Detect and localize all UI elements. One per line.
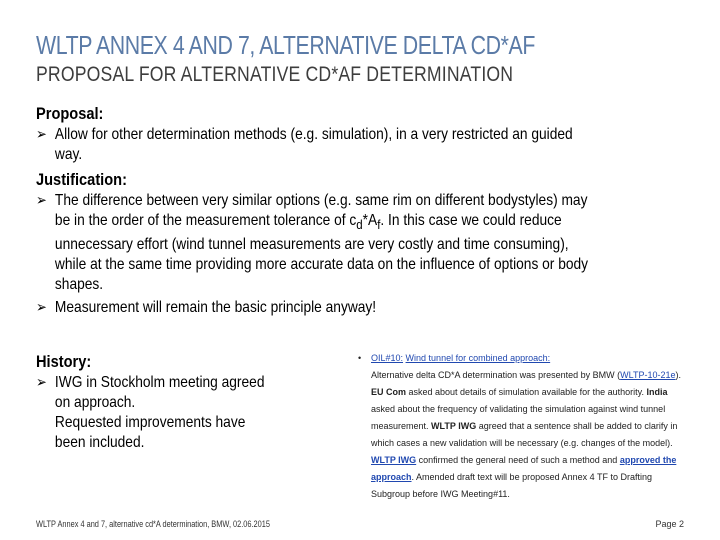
- excerpt-line-7: [371, 452, 708, 469]
- history-line-2: on approach.: [54, 394, 136, 411]
- excerpt-bold: India: [646, 387, 668, 397]
- excerpt-text: confirmed the general need of such a method and: [416, 455, 620, 465]
- excerpt-bold-link[interactable]: approach: [371, 472, 412, 482]
- excerpt-bold: WLTP IWG: [431, 421, 477, 431]
- excerpt-line-2: [371, 367, 708, 384]
- excerpt-line-6: which cases a new validation will be necessary (e.g. changes of the model).: [371, 438, 673, 448]
- justification-text-part1: The difference between very similar options (e.g. same rim on different bodystyles) may be in the order of the measurement tolerance of c: [54, 192, 588, 229]
- history-line-4: been included.: [54, 434, 145, 451]
- subscript-d: d: [356, 217, 363, 233]
- text-body: [36, 102, 595, 318]
- bullet-dot-icon: •: [358, 353, 362, 363]
- slide-subtitle: PROPOSAL FOR ALTERNATIVE CD*AF DETERMINATION: [36, 63, 514, 86]
- excerpt-body: [358, 350, 708, 503]
- proposal-bullet-text: Allow for other determination methods (e.g. simulation), in a very restricted an guided way.: [54, 126, 573, 163]
- excerpt-text: ).: [675, 370, 681, 380]
- history-line-3: Requested improvements have: [54, 414, 246, 431]
- excerpt-text: asked about details of simulation available for the authority.: [406, 387, 647, 397]
- main-content: [36, 102, 686, 321]
- proposal-bullet: [36, 125, 595, 165]
- excerpt-line-9: Subgroup before IWG Meeting#11.: [371, 489, 510, 499]
- history-line-1: IWG in Stockholm meeting agreed: [54, 374, 265, 391]
- oil-reference-link[interactable]: OIL#10:: [371, 353, 404, 363]
- excerpt-text: measurement.: [371, 421, 432, 431]
- excerpt-line-3: [371, 384, 708, 401]
- excerpt-text: agreed that a sentence shall be added to clarify in: [476, 421, 678, 431]
- history-heading: History:: [36, 352, 92, 371]
- meeting-minutes-excerpt: [358, 350, 708, 503]
- subscript-f: f: [377, 217, 381, 233]
- arrow-bullet-icon: ➢: [36, 374, 47, 391]
- slide-title: WLTP ANNEX 4 AND 7, ALTERNATIVE DELTA CD*AF: [36, 30, 535, 60]
- justification-text-part2: . In this case we could reduce unnecessary effort (wind tunnel measurements are very costly and time consuming), while at the same time providing more accurate data on the influence of options or body shapes.: [54, 212, 589, 294]
- excerpt-line-8: [371, 469, 708, 486]
- justification-bullet-2: [36, 298, 595, 318]
- justification-heading: Justification:: [36, 170, 127, 189]
- document-link[interactable]: WLTP-10-21e: [620, 370, 676, 380]
- excerpt-text: Alternative delta CD*A determination was presented by BMW (: [371, 370, 621, 380]
- excerpt-line-4: asked about the frequency of validating the simulation against wind tunnel: [371, 404, 666, 414]
- excerpt-bold-link[interactable]: approved the: [619, 455, 677, 465]
- page-number: Page 2: [655, 519, 684, 529]
- justification-bullet-2-text: Measurement will remain the basic principle anyway!: [54, 299, 377, 317]
- footer-caption: WLTP Annex 4 and 7, alternative cd*A determination, BMW, 02.06.2015: [36, 519, 270, 529]
- justification-text-mid: *A: [362, 212, 378, 229]
- arrow-bullet-icon: ➢: [36, 126, 47, 143]
- excerpt-bold: EU Com: [371, 387, 407, 397]
- oil-title-link[interactable]: Wind tunnel for combined approach:: [405, 353, 551, 363]
- arrow-bullet-icon: ➢: [36, 192, 47, 209]
- excerpt-line-5: [371, 418, 708, 435]
- justification-bullet-1: [36, 191, 595, 295]
- history-bullet: [36, 373, 320, 453]
- proposal-heading: Proposal:: [36, 104, 104, 123]
- excerpt-bold-link[interactable]: WLTP IWG: [371, 455, 417, 465]
- history-body: [36, 350, 320, 453]
- history-section: [36, 350, 366, 456]
- excerpt-line-1: [371, 350, 708, 367]
- excerpt-text: . Amended draft text will be proposed Annex 4 TF to Drafting: [411, 472, 652, 482]
- arrow-bullet-icon: ➢: [36, 299, 47, 317]
